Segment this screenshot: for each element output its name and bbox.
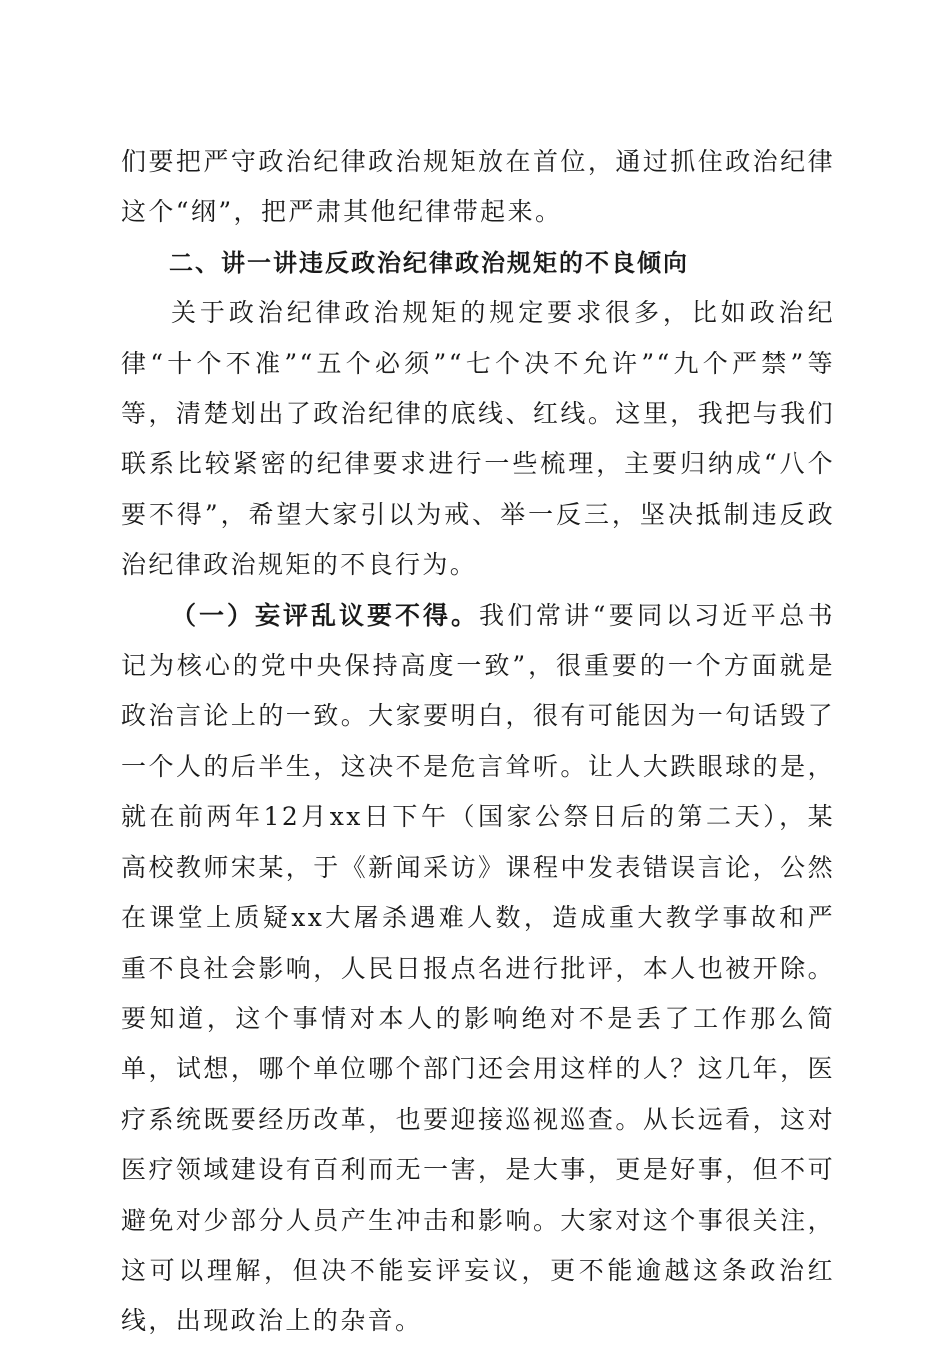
item-1-body: 我们常讲“要同以习近平总书记为核心的党中央保持高度一致”，很重要的一个方面就是政治言论上的一致。大家要明白，很有可能因为一句话毁了一个人的后半生，这决不是危言耸听。让人大跌眼球的是，就在前两年12月xx日下午（国家公祭日后的第二天），某高校教师宋某，于《新闻采访》课程中发表错误言论，公然在课堂上质疑xx大屠杀遇难人数，造成重大教学事故和严重不良社会影响，人民日报点名进行批评，本人也被开除。要知道，这个事情对本人的影响绝对不是丢了工作那么简单，试想，哪个单位哪个部门还会用这样的人？这几年，医疗系统既要经历改革，也要迎接巡视巡查。从长远看，这对医疗领域建设有百利而无一害，是大事，更是好事，但不可避免对少部分人员产生冲击和影响。大家对这个事很关注，这可以理解，但决不能妄评妄议，更不能逾越这条政治红线，出现政治上的杂音。 [121,600,835,1336]
paragraph-intro: 关于政治纪律政治规矩的规定要求很多，比如政治纪律“十个不准”“五个必须”“七个决不允许”“九个严禁”等等，清楚划出了政治纪律的底线、红线。这里，我把与我们联系比较紧密的纪律要求进行一些梳理，主要归纳成“八个要不得”，希望大家引以为戒、举一反三，坚决抵制违反政治纪律政治规矩的不良行为。 [121,298,835,580]
document-page [121,137,835,1347]
paragraph-item-1 [121,591,835,1347]
paragraph-continuation: 们要把严守政治纪律政治规矩放在首位，通过抓住政治纪律这个“纲”，把严肃其他纪律带起来。 [121,147,835,227]
section-heading: 二、讲一讲违反政治纪律政治规矩的不良倾向 [169,248,689,277]
item-1-title: （一）妄评乱议要不得。 [171,600,480,630]
